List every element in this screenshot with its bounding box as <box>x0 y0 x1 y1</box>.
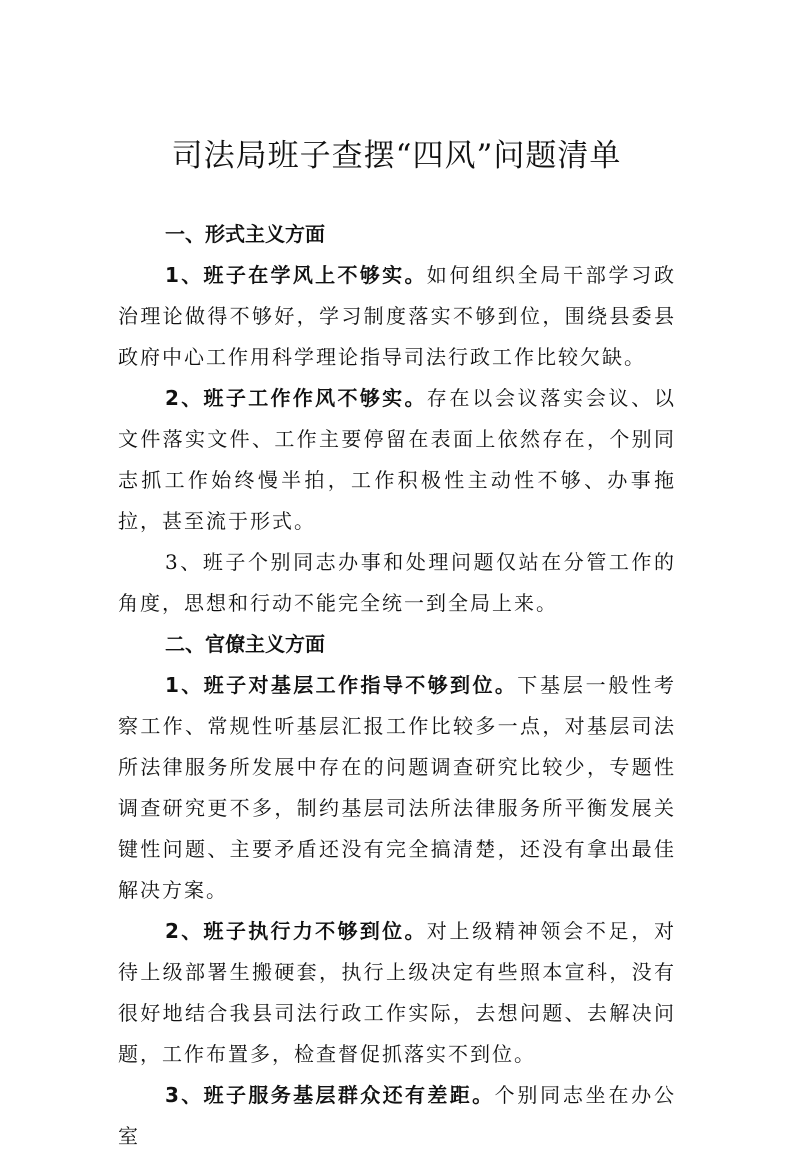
paragraph <box>118 665 676 911</box>
section-heading-bureaucratism: 二、官僚主义方面 <box>165 632 325 656</box>
paragraph <box>118 911 676 1075</box>
paragraph-text: 如何组织全局干部学习政治理论做得不够好，学习制度落实不够到位，围绕县委县政府中心工作用科学理论指导司法行政工作比较欠缺。 <box>118 263 676 369</box>
paragraph-text: 存在以会议落实会议、以文件落实文件、工作主要停留在表面上依然存在，个别同志抓工作始终慢半拍，工作积极性主动性不够、办事拖拉，甚至流于形式。 <box>118 386 676 533</box>
paragraph-text: 对上级精神领会不足，对待上级部署生搬硬套，执行上级决定有些照本宣科，没有很好地结合我县司法行政工作实际，去想问题、去解决问题，工作布置多，检查督促抓落实不到位。 <box>118 919 676 1066</box>
page-title: 司法局班子查摆“四风”问题清单 <box>171 138 622 174</box>
paragraph <box>118 1075 676 1157</box>
paragraph-text: 3、班子个别同志办事和处理问题仅站在分管工作的角度，思想和行动不能完全统一到全局上来。 <box>118 550 676 615</box>
paragraph-lead: 2、班子执行力不够到位。 <box>165 919 427 943</box>
document-body <box>118 214 676 1157</box>
paragraph-lead: 3、班子服务基层群众还有差距。 <box>165 1083 495 1107</box>
paragraph <box>118 542 676 624</box>
paragraph-text: 个别同志坐在办公室 <box>118 1083 676 1148</box>
paragraph <box>118 255 676 378</box>
paragraph-lead: 1、班子对基层工作指导不够到位。 <box>165 673 518 697</box>
section-heading-formalism: 一、形式主义方面 <box>165 222 325 246</box>
paragraph-lead: 1、班子在学风上不够实。 <box>165 263 427 287</box>
paragraph-text: 下基层一般性考察工作、常规性听基层汇报工作比较多一点，对基层司法所法律服务所发展中存在的问题调查研究比较少，专题性调查研究更不多，制约基层司法所法律服务所平衡发展关键性问题、主要矛盾还没有完全搞清楚，还没有拿出最佳解决方案。 <box>118 673 677 902</box>
paragraph <box>118 378 676 542</box>
paragraph-lead: 2、班子工作作风不够实。 <box>165 386 427 410</box>
